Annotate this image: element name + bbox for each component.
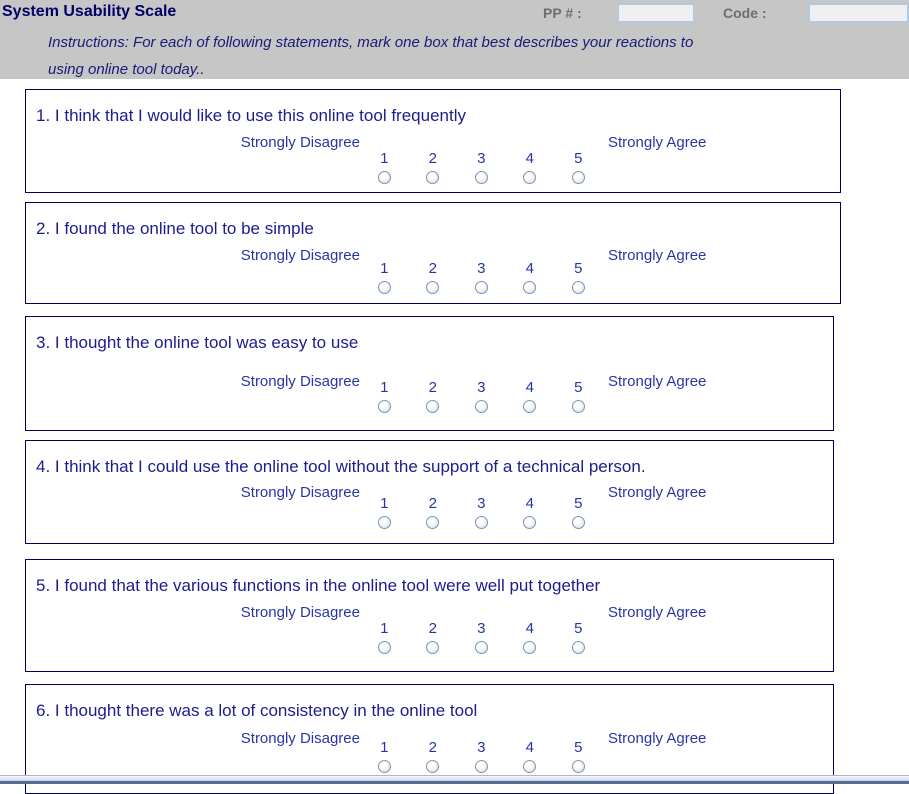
strongly-disagree-label: Strongly Disagree [240,247,360,264]
rating-options [360,261,603,299]
rating-option-column [409,740,458,778]
option-number: 4 [525,739,534,756]
page-title: System Usability Scale [2,3,177,20]
radio-q4-option-2[interactable] [426,516,439,529]
option-number: 2 [428,739,437,756]
radio-q3-option-4[interactable] [523,400,536,413]
rating-option-column [360,380,409,418]
instructions-line-2: using online tool today.. [48,61,205,78]
rating-option-column [506,496,555,534]
rating-option-column [506,740,555,778]
option-number: 5 [574,495,583,512]
rating-option-column [409,151,458,189]
rating-option-column [457,380,506,418]
radio-q1-option-5[interactable] [572,171,585,184]
radio-q2-option-1[interactable] [378,281,391,294]
questions-list [25,79,909,794]
option-number: 3 [477,495,486,512]
option-number: 5 [574,150,583,167]
rating-option-column [360,740,409,778]
radio-q1-option-3[interactable] [475,171,488,184]
rating-options [360,496,603,534]
option-number: 3 [477,260,486,277]
rating-options [360,621,603,659]
radio-q4-option-3[interactable] [475,516,488,529]
header-bar [0,0,909,79]
radio-q3-option-3[interactable] [475,400,488,413]
option-number: 4 [525,620,534,637]
option-number: 4 [525,495,534,512]
option-number: 3 [477,150,486,167]
radio-q1-option-1[interactable] [378,171,391,184]
option-number: 2 [428,260,437,277]
rating-options [360,740,603,778]
option-number: 3 [477,379,486,396]
question-box-2 [25,202,841,304]
radio-q4-option-4[interactable] [523,516,536,529]
option-number: 1 [380,379,389,396]
rating-option-column [457,740,506,778]
rating-option-column [506,621,555,659]
option-number: 4 [525,379,534,396]
option-number: 5 [574,379,583,396]
radio-q3-option-1[interactable] [378,400,391,413]
question-text: 6. I thought there was a lot of consistency in the online tool [36,701,478,720]
question-box-5 [25,559,834,672]
rating-option-column [554,496,603,534]
strongly-disagree-label: Strongly Disagree [240,730,360,747]
option-number: 1 [380,260,389,277]
rating-scale [26,484,833,522]
option-number: 1 [380,739,389,756]
option-number: 4 [525,260,534,277]
strongly-disagree-label: Strongly Disagree [240,134,360,151]
option-number: 2 [428,495,437,512]
rating-option-column [457,151,506,189]
rating-scale [26,134,840,172]
radio-q5-option-4[interactable] [523,641,536,654]
rating-option-column [506,380,555,418]
rating-option-column [360,261,409,299]
radio-q5-option-2[interactable] [426,641,439,654]
rating-option-column [409,621,458,659]
radio-q3-option-2[interactable] [426,400,439,413]
rating-scale [26,730,833,768]
rating-option-column [360,151,409,189]
radio-q5-option-3[interactable] [475,641,488,654]
pp-number-input[interactable] [617,3,695,23]
option-number: 2 [428,620,437,637]
option-number: 5 [574,260,583,277]
radio-q4-option-5[interactable] [572,516,585,529]
option-number: 1 [380,620,389,637]
strongly-agree-label: Strongly Agree [608,134,707,151]
rating-option-column [360,496,409,534]
radio-q6-option-4[interactable] [523,760,536,773]
strongly-agree-label: Strongly Agree [608,604,707,621]
radio-q6-option-2[interactable] [426,760,439,773]
rating-options [360,151,603,189]
rating-option-column [409,380,458,418]
radio-q6-option-3[interactable] [475,760,488,773]
radio-q2-option-3[interactable] [475,281,488,294]
option-number: 3 [477,739,486,756]
horizontal-scrollbar[interactable] [0,775,909,784]
option-number: 5 [574,739,583,756]
rating-option-column [554,621,603,659]
strongly-agree-label: Strongly Agree [608,373,707,390]
instructions-line-1: Instructions: For each of following statements, mark one box that best describes your reactions to [48,34,694,51]
radio-q2-option-5[interactable] [572,281,585,294]
option-number: 4 [525,150,534,167]
radio-q1-option-4[interactable] [523,171,536,184]
radio-q3-option-5[interactable] [572,400,585,413]
question-text: 5. I found that the various functions in the online tool were well put together [36,576,601,595]
strongly-agree-label: Strongly Agree [608,730,707,747]
code-label: Code : [723,5,767,21]
rating-option-column [554,151,603,189]
radio-q5-option-1[interactable] [378,641,391,654]
option-number: 2 [428,379,437,396]
pp-number-label: PP # : [543,5,582,21]
rating-option-column [360,621,409,659]
strongly-agree-label: Strongly Agree [608,247,707,264]
question-box-3 [25,316,834,431]
strongly-agree-label: Strongly Agree [608,484,707,501]
question-text: 1. I think that I would like to use this online tool frequently [36,106,466,125]
rating-option-column [457,621,506,659]
rating-option-column [506,151,555,189]
rating-option-column [554,261,603,299]
radio-q6-option-1[interactable] [378,760,391,773]
rating-scale [26,604,833,642]
rating-option-column [457,496,506,534]
radio-q2-option-4[interactable] [523,281,536,294]
question-text: 4. I think that I could use the online tool without the support of a technical person. [36,457,646,476]
rating-options [360,380,603,418]
option-number: 3 [477,620,486,637]
strongly-disagree-label: Strongly Disagree [240,604,360,621]
strongly-disagree-label: Strongly Disagree [240,484,360,501]
rating-option-column [457,261,506,299]
radio-q1-option-2[interactable] [426,171,439,184]
rating-scale [26,247,840,285]
rating-option-column [554,380,603,418]
option-number: 2 [428,150,437,167]
rating-option-column [409,261,458,299]
rating-option-column [506,261,555,299]
question-text: 3. I thought the online tool was easy to use [36,333,359,352]
option-number: 5 [574,620,583,637]
question-box-1 [25,89,841,193]
question-box-4 [25,440,834,544]
radio-q6-option-5[interactable] [572,760,585,773]
radio-q2-option-2[interactable] [426,281,439,294]
rating-option-column [554,740,603,778]
code-input[interactable] [808,3,909,23]
rating-scale [26,373,833,411]
question-text: 2. I found the online tool to be simple [36,219,314,238]
option-number: 1 [380,495,389,512]
strongly-disagree-label: Strongly Disagree [240,373,360,390]
rating-option-column [409,496,458,534]
option-number: 1 [380,150,389,167]
radio-q4-option-1[interactable] [378,516,391,529]
radio-q5-option-5[interactable] [572,641,585,654]
